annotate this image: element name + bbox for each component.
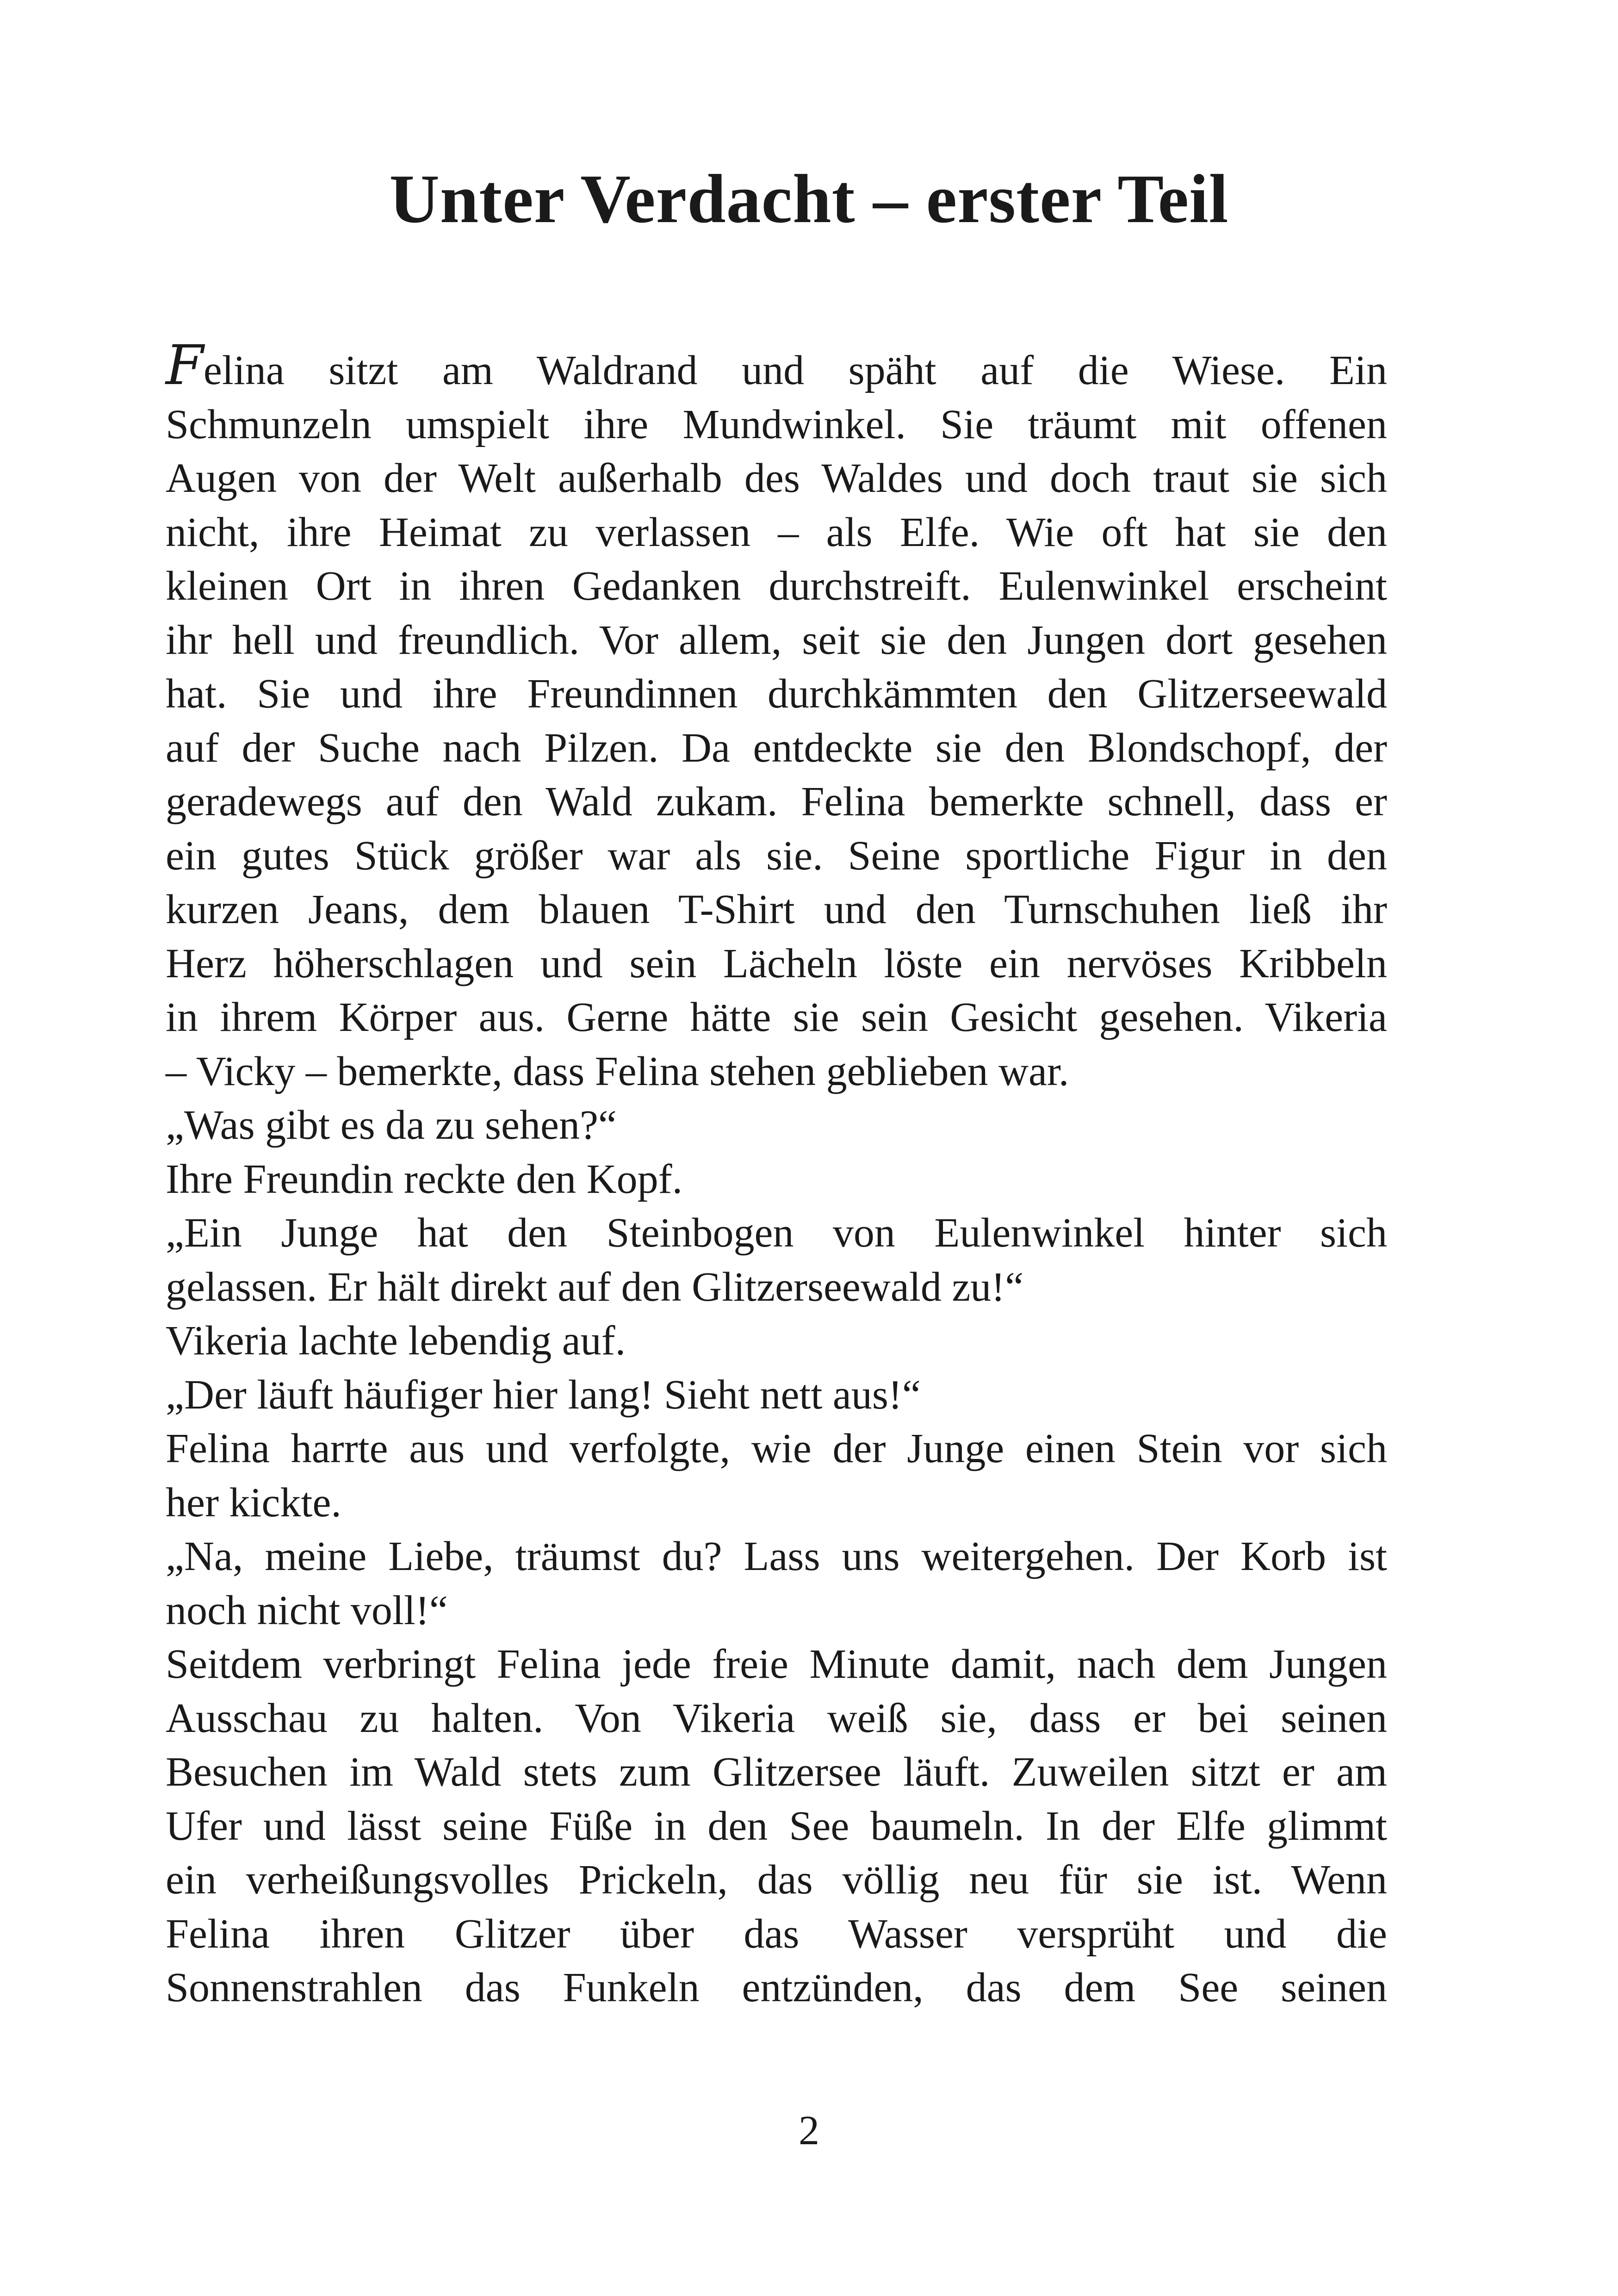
- text-line: Felina ihren Glitzer über das Wasser versprüht und die: [166, 1911, 1387, 1957]
- text-line: „Was gibt es da zu sehen?“: [166, 1102, 617, 1148]
- first-line-text: elina sitzt am Waldrand und späht auf die Wiese. Ein: [203, 348, 1387, 393]
- text-line: Ufer und lässt seine Füße in den See baumeln. In der Elfe glimmt: [166, 1803, 1387, 1849]
- text-line: Herz höherschlagen und sein Lächeln löste ein nervöses Kribbeln: [166, 940, 1387, 987]
- text-line: Seitdem verbringt Felina jede freie Minute damit, nach dem Jungen: [166, 1641, 1387, 1687]
- text-line: geradewegs auf den Wald zukam. Felina bemerkte schnell, dass er: [166, 779, 1387, 825]
- text-line: ein verheißungsvolles Prickeln, das völlig neu für sie ist. Wenn: [166, 1857, 1387, 1903]
- text-line: Vikeria lachte lebendig auf.: [166, 1318, 626, 1364]
- text-line: gelassen. Er hält direkt auf den Glitzerseewald zu!“: [166, 1264, 1024, 1310]
- text-line: kurzen Jeans, dem blauen T-Shirt und den Turnschuhen ließ ihr: [166, 887, 1387, 932]
- text-line: nicht, ihre Heimat zu verlassen – als Elfe. Wie oft hat sie den: [166, 509, 1387, 555]
- text-line: ihr hell und freundlich. Vor allem, seit sie den Jungen dort gesehen: [166, 617, 1387, 663]
- text-line: – Vicky – bemerkte, dass Felina stehen geblieben war.: [166, 1048, 1069, 1094]
- text-line: Besuchen im Wald stets zum Glitzersee läuft. Zuweilen sitzt er am: [166, 1749, 1387, 1795]
- text-line: „Na, meine Liebe, träumst du? Lass uns weitergehen. Der Korb ist: [166, 1533, 1387, 1579]
- decorative-initial: F: [166, 333, 204, 397]
- text-line: noch nicht voll!“: [166, 1587, 448, 1633]
- body-text: [166, 333, 1387, 2015]
- text-line: „Ein Junge hat den Steinbogen von Eulenwinkel hinter sich: [166, 1210, 1387, 1256]
- text-line: in ihrem Körper aus. Gerne hätte sie sein Gesicht gesehen. Vikeria: [166, 994, 1387, 1040]
- text-line: „Der läuft häufiger hier lang! Sieht nett aus!“: [166, 1371, 921, 1418]
- text-line: hat. Sie und ihre Freundinnen durchkämmten den Glitzerseewald: [166, 671, 1387, 717]
- text-line: Sonnenstrahlen das Funkeln entzünden, das dem See seinen: [166, 1965, 1387, 2011]
- chapter-title: Unter Verdacht – erster Teil: [389, 161, 1229, 237]
- text-line: kleinen Ort in ihren Gedanken durchstreift. Eulenwinkel erscheint: [166, 563, 1387, 609]
- page-number: 2: [799, 2108, 819, 2153]
- text-line: auf der Suche nach Pilzen. Da entdeckte sie den Blondschopf, der: [166, 725, 1387, 771]
- text-line: Schmunzeln umspielt ihre Mundwinkel. Sie träumt mit offenen: [166, 401, 1387, 447]
- text-line: ein gutes Stück größer war als sie. Seine sportliche Figur in den: [166, 832, 1387, 879]
- text-line: Augen von der Welt außerhalb des Waldes und doch traut sie sich: [166, 455, 1387, 501]
- text-line: Ihre Freundin reckte den Kopf.: [166, 1156, 683, 1202]
- text-line-first: [166, 333, 1387, 398]
- text-line: Ausschau zu halten. Von Vikeria weiß sie, dass er bei seinen: [166, 1695, 1387, 1741]
- text-line: Felina harrte aus und verfolgte, wie der Junge einen Stein vor sich: [166, 1426, 1387, 1471]
- text-line: her kickte.: [166, 1479, 341, 1526]
